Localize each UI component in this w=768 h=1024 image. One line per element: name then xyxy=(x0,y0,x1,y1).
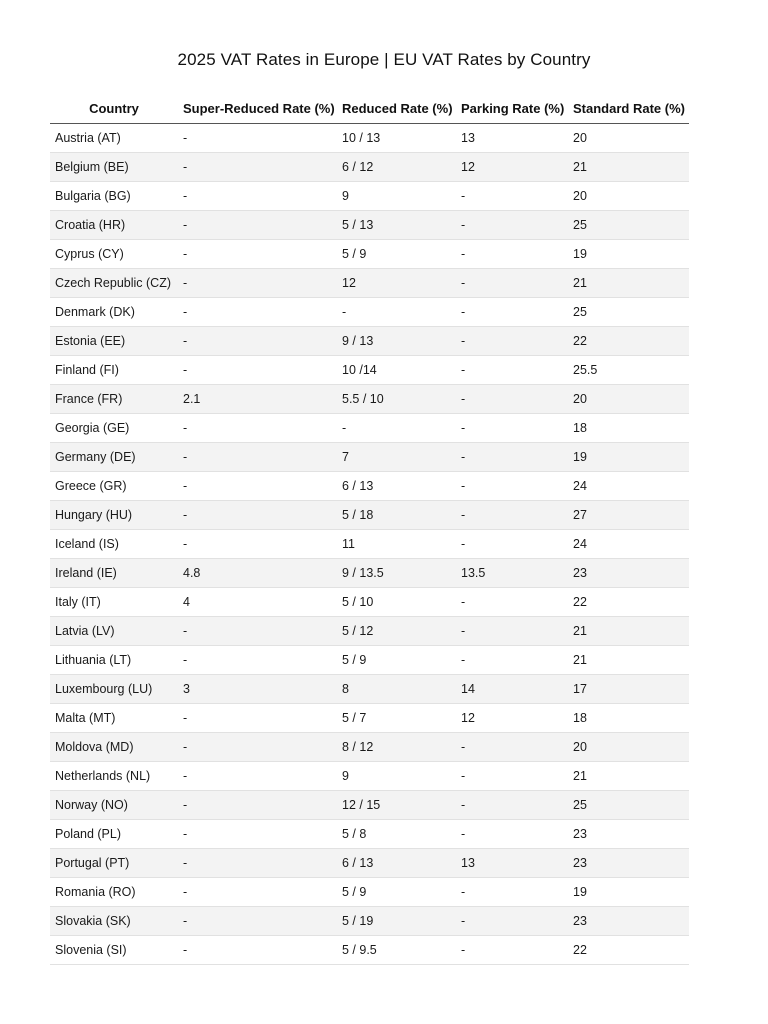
country-cell: Lithuania (LT) xyxy=(50,646,178,675)
header-row xyxy=(50,94,689,124)
table-row xyxy=(50,820,689,849)
country-cell: Germany (DE) xyxy=(50,443,178,472)
parking-rate-cell: 12 xyxy=(456,704,568,733)
country-cell: Slovakia (SK) xyxy=(50,907,178,936)
table-row xyxy=(50,907,689,936)
table-row xyxy=(50,327,689,356)
reduced-rate-cell: 8 xyxy=(337,675,456,704)
standard-rate-cell: 23 xyxy=(568,907,689,936)
reduced-rate-cell: - xyxy=(337,298,456,327)
standard-rate-cell: 21 xyxy=(568,762,689,791)
standard-rate-cell: 22 xyxy=(568,588,689,617)
reduced-rate-cell: 5.5 / 10 xyxy=(337,385,456,414)
super-reduced-rate-cell: - xyxy=(178,414,337,443)
table-row xyxy=(50,559,689,588)
country-cell: Ireland (IE) xyxy=(50,559,178,588)
super-reduced-rate-cell: - xyxy=(178,878,337,907)
parking-rate-cell: - xyxy=(456,240,568,269)
country-cell: Belgium (BE) xyxy=(50,153,178,182)
super-reduced-rate-cell: - xyxy=(178,443,337,472)
parking-rate-cell: - xyxy=(456,733,568,762)
reduced-rate-cell: 5 / 18 xyxy=(337,501,456,530)
table-row xyxy=(50,356,689,385)
standard-rate-cell: 21 xyxy=(568,617,689,646)
table-row xyxy=(50,182,689,211)
page-title: 2025 VAT Rates in Europe | EU VAT Rates by Country xyxy=(177,50,591,69)
country-cell: Luxembourg (LU) xyxy=(50,675,178,704)
standard-rate-cell: 24 xyxy=(568,530,689,559)
country-cell: Portugal (PT) xyxy=(50,849,178,878)
reduced-rate-cell: 10 / 13 xyxy=(337,124,456,153)
standard-rate-cell: 19 xyxy=(568,240,689,269)
parking-rate-cell: - xyxy=(456,762,568,791)
country-cell: Estonia (EE) xyxy=(50,327,178,356)
country-cell: Hungary (HU) xyxy=(50,501,178,530)
table-row xyxy=(50,414,689,443)
super-reduced-rate-cell: - xyxy=(178,791,337,820)
country-cell: Poland (PL) xyxy=(50,820,178,849)
parking-rate-cell: - xyxy=(456,327,568,356)
vat-rates-table xyxy=(50,94,689,965)
table-row xyxy=(50,443,689,472)
standard-rate-cell: 20 xyxy=(568,124,689,153)
standard-rate-cell: 19 xyxy=(568,443,689,472)
standard-rate-cell: 22 xyxy=(568,936,689,965)
standard-rate-cell: 21 xyxy=(568,153,689,182)
country-cell: Cyprus (CY) xyxy=(50,240,178,269)
country-cell: Slovenia (SI) xyxy=(50,936,178,965)
table-row xyxy=(50,878,689,907)
country-cell: Greece (GR) xyxy=(50,472,178,501)
country-cell: Croatia (HR) xyxy=(50,211,178,240)
super-reduced-rate-cell: - xyxy=(178,617,337,646)
parking-rate-cell: - xyxy=(456,820,568,849)
parking-rate-cell: - xyxy=(456,385,568,414)
super-reduced-rate-cell: 4.8 xyxy=(178,559,337,588)
reduced-rate-cell: 12 / 15 xyxy=(337,791,456,820)
super-reduced-rate-cell: - xyxy=(178,501,337,530)
super-reduced-rate-cell: - xyxy=(178,907,337,936)
column-header-standard-rate: Standard Rate (%) xyxy=(568,94,689,124)
reduced-rate-cell: 12 xyxy=(337,269,456,298)
table-row xyxy=(50,124,689,153)
country-cell: Iceland (IS) xyxy=(50,530,178,559)
standard-rate-cell: 27 xyxy=(568,501,689,530)
table-row xyxy=(50,298,689,327)
parking-rate-cell: 13 xyxy=(456,849,568,878)
parking-rate-cell: 13.5 xyxy=(456,559,568,588)
super-reduced-rate-cell: - xyxy=(178,530,337,559)
parking-rate-cell: - xyxy=(456,269,568,298)
parking-rate-cell: - xyxy=(456,646,568,675)
standard-rate-cell: 23 xyxy=(568,559,689,588)
parking-rate-cell: - xyxy=(456,414,568,443)
standard-rate-cell: 22 xyxy=(568,327,689,356)
super-reduced-rate-cell: - xyxy=(178,298,337,327)
reduced-rate-cell: 6 / 13 xyxy=(337,849,456,878)
super-reduced-rate-cell: - xyxy=(178,240,337,269)
parking-rate-cell: - xyxy=(456,298,568,327)
table-row xyxy=(50,588,689,617)
table-row xyxy=(50,762,689,791)
reduced-rate-cell: 5 / 7 xyxy=(337,704,456,733)
country-cell: Latvia (LV) xyxy=(50,617,178,646)
standard-rate-cell: 25 xyxy=(568,791,689,820)
reduced-rate-cell: 8 / 12 xyxy=(337,733,456,762)
country-cell: Finland (FI) xyxy=(50,356,178,385)
standard-rate-cell: 19 xyxy=(568,878,689,907)
reduced-rate-cell: 9 xyxy=(337,182,456,211)
country-cell: Georgia (GE) xyxy=(50,414,178,443)
super-reduced-rate-cell: - xyxy=(178,269,337,298)
table-row xyxy=(50,385,689,414)
reduced-rate-cell: 5 / 9 xyxy=(337,878,456,907)
standard-rate-cell: 17 xyxy=(568,675,689,704)
reduced-rate-cell: 7 xyxy=(337,443,456,472)
parking-rate-cell: - xyxy=(456,907,568,936)
table-row xyxy=(50,849,689,878)
parking-rate-cell: 12 xyxy=(456,153,568,182)
reduced-rate-cell: 6 / 12 xyxy=(337,153,456,182)
column-header-parking-rate: Parking Rate (%) xyxy=(456,94,568,124)
table-body xyxy=(50,124,689,965)
standard-rate-cell: 24 xyxy=(568,472,689,501)
super-reduced-rate-cell: - xyxy=(178,182,337,211)
parking-rate-cell: - xyxy=(456,588,568,617)
table-row xyxy=(50,240,689,269)
country-cell: Romania (RO) xyxy=(50,878,178,907)
parking-rate-cell: - xyxy=(456,878,568,907)
super-reduced-rate-cell: - xyxy=(178,762,337,791)
country-cell: Italy (IT) xyxy=(50,588,178,617)
table-header xyxy=(50,94,689,124)
parking-rate-cell: - xyxy=(456,211,568,240)
standard-rate-cell: 18 xyxy=(568,414,689,443)
super-reduced-rate-cell: - xyxy=(178,124,337,153)
standard-rate-cell: 25 xyxy=(568,211,689,240)
country-cell: Czech Republic (CZ) xyxy=(50,269,178,298)
parking-rate-cell: - xyxy=(456,791,568,820)
reduced-rate-cell: 5 / 19 xyxy=(337,907,456,936)
table-row xyxy=(50,675,689,704)
parking-rate-cell: - xyxy=(456,182,568,211)
table-row xyxy=(50,617,689,646)
super-reduced-rate-cell: - xyxy=(178,646,337,675)
super-reduced-rate-cell: 3 xyxy=(178,675,337,704)
reduced-rate-cell: 5 / 13 xyxy=(337,211,456,240)
column-header-reduced-rate: Reduced Rate (%) xyxy=(337,94,456,124)
standard-rate-cell: 21 xyxy=(568,646,689,675)
parking-rate-cell: - xyxy=(456,936,568,965)
parking-rate-cell: - xyxy=(456,443,568,472)
reduced-rate-cell: 5 / 9 xyxy=(337,646,456,675)
table-row xyxy=(50,153,689,182)
table-row xyxy=(50,791,689,820)
country-cell: France (FR) xyxy=(50,385,178,414)
standard-rate-cell: 23 xyxy=(568,820,689,849)
reduced-rate-cell: 5 / 9.5 xyxy=(337,936,456,965)
standard-rate-cell: 23 xyxy=(568,849,689,878)
country-cell: Malta (MT) xyxy=(50,704,178,733)
reduced-rate-cell: 9 / 13.5 xyxy=(337,559,456,588)
table-row xyxy=(50,704,689,733)
super-reduced-rate-cell: - xyxy=(178,849,337,878)
table-row xyxy=(50,733,689,762)
standard-rate-cell: 20 xyxy=(568,385,689,414)
super-reduced-rate-cell: - xyxy=(178,733,337,762)
reduced-rate-cell: 5 / 9 xyxy=(337,240,456,269)
reduced-rate-cell: 9 / 13 xyxy=(337,327,456,356)
standard-rate-cell: 21 xyxy=(568,269,689,298)
column-header-super-reduced-rate: Super-Reduced Rate (%) xyxy=(178,94,337,124)
reduced-rate-cell: 5 / 8 xyxy=(337,820,456,849)
super-reduced-rate-cell: - xyxy=(178,704,337,733)
reduced-rate-cell: 6 / 13 xyxy=(337,472,456,501)
standard-rate-cell: 20 xyxy=(568,182,689,211)
reduced-rate-cell: 10 /14 xyxy=(337,356,456,385)
table-row xyxy=(50,472,689,501)
standard-rate-cell: 20 xyxy=(568,733,689,762)
super-reduced-rate-cell: - xyxy=(178,211,337,240)
reduced-rate-cell: - xyxy=(337,414,456,443)
table-row xyxy=(50,646,689,675)
parking-rate-cell: 14 xyxy=(456,675,568,704)
standard-rate-cell: 18 xyxy=(568,704,689,733)
table-row xyxy=(50,269,689,298)
country-cell: Austria (AT) xyxy=(50,124,178,153)
super-reduced-rate-cell: - xyxy=(178,153,337,182)
parking-rate-cell: - xyxy=(456,501,568,530)
parking-rate-cell: - xyxy=(456,530,568,559)
super-reduced-rate-cell: - xyxy=(178,472,337,501)
country-cell: Moldova (MD) xyxy=(50,733,178,762)
reduced-rate-cell: 11 xyxy=(337,530,456,559)
country-cell: Bulgaria (BG) xyxy=(50,182,178,211)
reduced-rate-cell: 5 / 12 xyxy=(337,617,456,646)
super-reduced-rate-cell: 4 xyxy=(178,588,337,617)
parking-rate-cell: - xyxy=(456,472,568,501)
country-cell: Netherlands (NL) xyxy=(50,762,178,791)
standard-rate-cell: 25 xyxy=(568,298,689,327)
table-row xyxy=(50,501,689,530)
table-row xyxy=(50,530,689,559)
super-reduced-rate-cell: - xyxy=(178,327,337,356)
column-header-country: Country xyxy=(50,94,178,124)
country-cell: Denmark (DK) xyxy=(50,298,178,327)
standard-rate-cell: 25.5 xyxy=(568,356,689,385)
parking-rate-cell: - xyxy=(456,356,568,385)
table-row xyxy=(50,211,689,240)
parking-rate-cell: 13 xyxy=(456,124,568,153)
super-reduced-rate-cell: 2.1 xyxy=(178,385,337,414)
reduced-rate-cell: 9 xyxy=(337,762,456,791)
super-reduced-rate-cell: - xyxy=(178,936,337,965)
parking-rate-cell: - xyxy=(456,617,568,646)
table-row xyxy=(50,936,689,965)
country-cell: Norway (NO) xyxy=(50,791,178,820)
super-reduced-rate-cell: - xyxy=(178,356,337,385)
reduced-rate-cell: 5 / 10 xyxy=(337,588,456,617)
super-reduced-rate-cell: - xyxy=(178,820,337,849)
